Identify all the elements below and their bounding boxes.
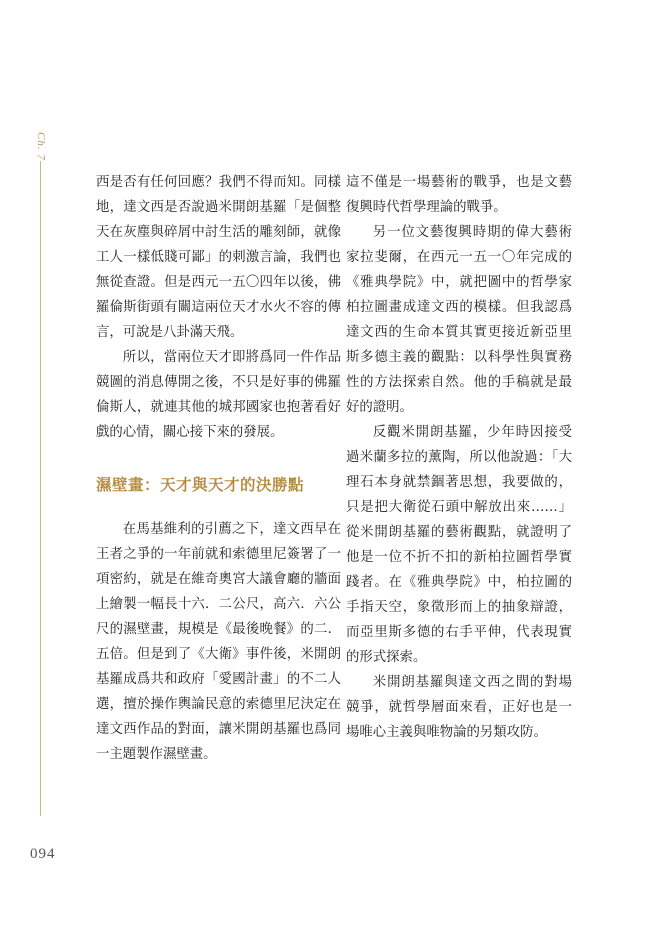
right-column	[346, 170, 572, 745]
paragraph: 反觀米開朗基羅，少年時因接受過米蘭多拉的薰陶，所以他說過：「大理石本身就禁錮著思想，我要做的，只是把大衛從石頭中解放出來……」從米開朗基羅的藝術觀點，就證明了他是一位不折不扣的新柏拉圖哲學實踐者。在《雅典學院》中，柏拉圖的手指天空，象徵形而上的抽象辯證，而亞里斯多德的右手平伸，代表現實的形式探索。	[346, 425, 572, 665]
section-heading: 濕壁畫：天才與天才的決勝點	[96, 476, 305, 494]
margin-rule	[40, 146, 41, 816]
chapter-mark: Ch. 7	[35, 132, 47, 161]
paragraph: 米開朗基羅與達文西之間的對場競爭，就哲學層面來看，正好也是一場唯心主義與唯物論的另類攻防。	[346, 675, 572, 740]
left-column	[96, 170, 341, 767]
paragraph: 這不僅是一場藝術的戰爭，也是文藝復興時代哲學理論的戰爭。	[346, 175, 572, 215]
paragraph: 另一位文藝復興時期的偉大藝術家拉斐爾，在西元一五一〇年完成的《雅典學院》中，就把圖中的哲學家柏拉圖畫成達文西的模樣。但我認爲達文西的生命本質其實更接近新亞里斯多德主義的觀點：以科學性與實務性的方法探索自然。他的手稿就是最好的證明。	[346, 225, 572, 415]
paragraph: 所以，當兩位天才即將爲同一件作品競圖的消息傳開之後，不只是好事的佛羅倫斯人，就連其他的城邦國家也抱著看好戲的心情，關心接下來的發展。	[96, 350, 341, 440]
page-number: 094	[30, 846, 56, 862]
paragraph: 西是否有任何回應？我們不得而知。同樣地，達文西是否說過米開朗基羅「是個整天在灰塵與碎屑中討生活的雕刻師，就像工人一樣低賤可鄙」的刺激言論，我們也無從查證。但是西元一五〇四年以後，佛羅倫斯街頭有關這兩位天才水火不容的傳言，可說是八卦滿天飛。	[96, 175, 341, 340]
paragraph: 在馬基維利的引薦之下，達文西早在王者之爭的一年前就和索德里尼簽署了一項密約，就是在維奇奧宮大議會廳的牆面上繪製一幅長十六．二公尺，高六．六公尺的濕壁畫，規模是《最後晚餐》的二．五倍。但是到了《大衛》事件後，米開朗基羅成爲共和政府「愛國計畫」的不二人選，擅於操作輿論民意的索德里尼決定在達文西作品的對面，讓米開朗基羅也爲同一主題製作濕壁畫。	[96, 522, 341, 762]
